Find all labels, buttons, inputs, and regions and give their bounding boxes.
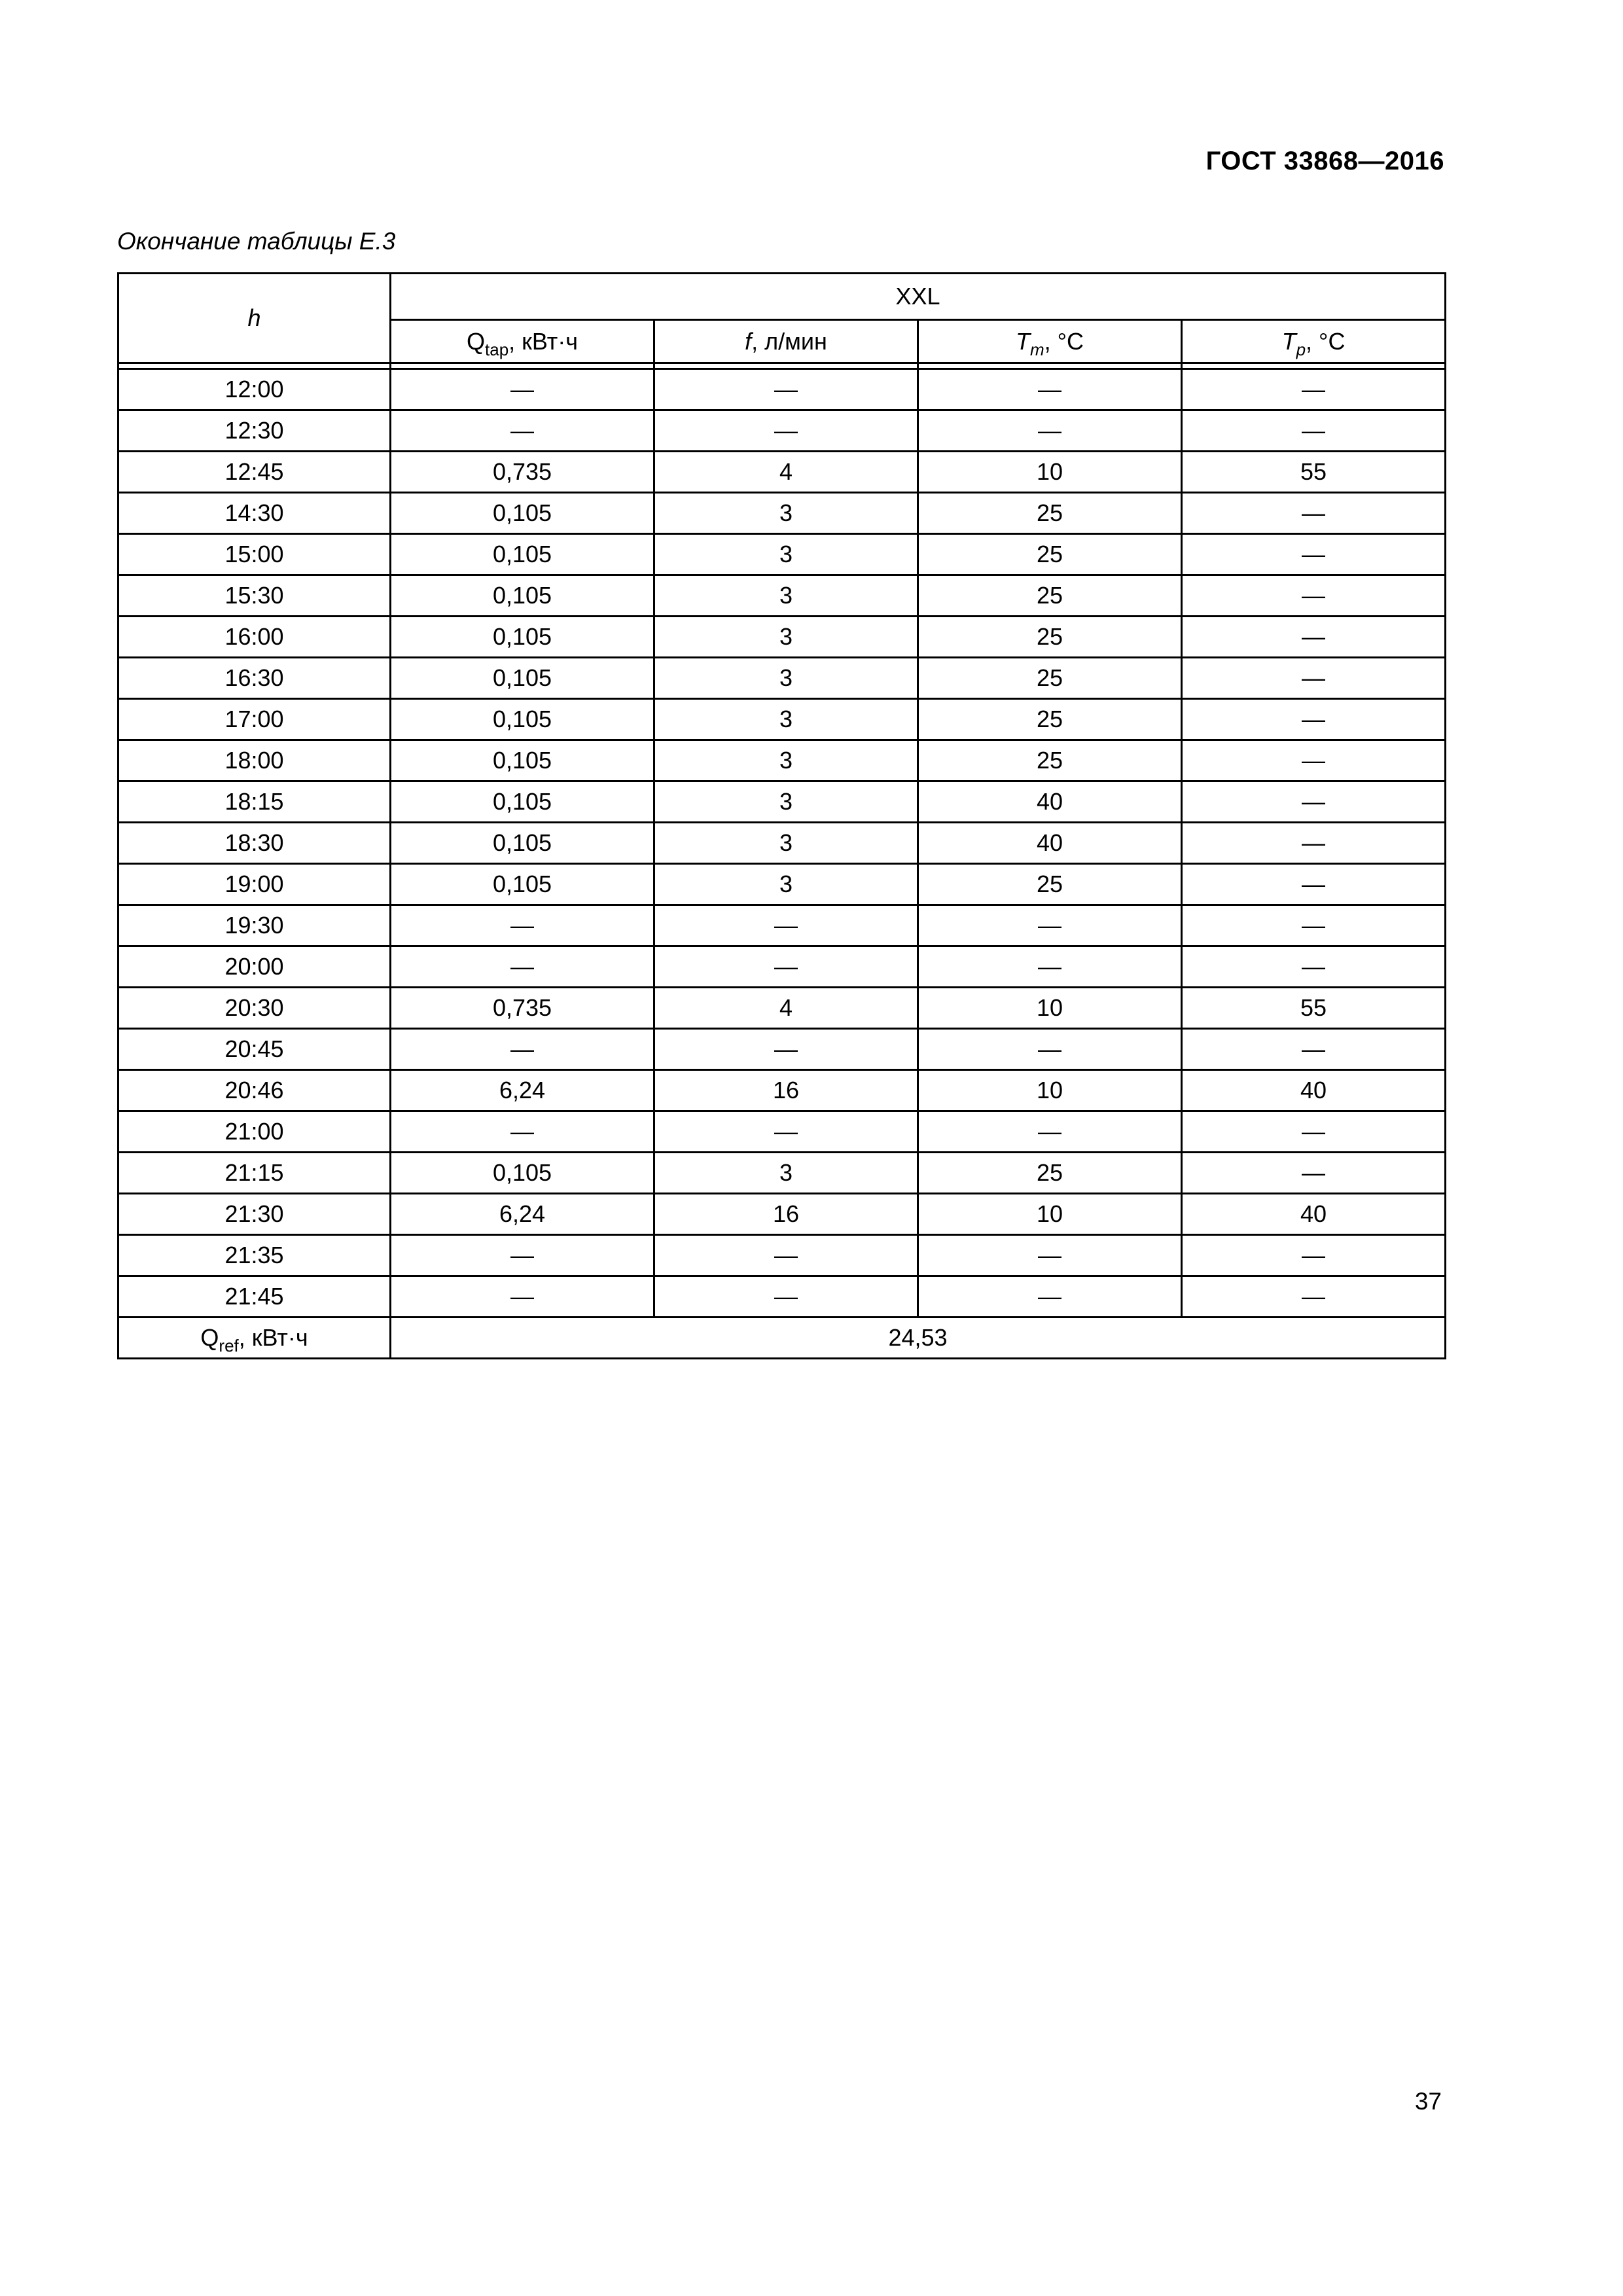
value-cell: —: [1182, 493, 1446, 534]
value-cell: 0,105: [391, 1153, 654, 1194]
value-cell: —: [1182, 740, 1446, 781]
time-cell: 17:00: [118, 699, 391, 740]
value-cell: —: [654, 905, 918, 946]
value-cell: 40: [918, 781, 1182, 823]
value-cell: 25: [918, 493, 1182, 534]
value-cell: 40: [1182, 1194, 1446, 1235]
value-cell: —: [1182, 1235, 1446, 1276]
value-cell: 25: [918, 1153, 1182, 1194]
table-row: [118, 1070, 1446, 1111]
value-cell: 3: [654, 617, 918, 658]
time-cell: 21:45: [118, 1276, 391, 1318]
value-cell: 25: [918, 658, 1182, 699]
value-cell: 3: [654, 575, 918, 617]
value-cell: 3: [654, 699, 918, 740]
time-cell: 20:45: [118, 1029, 391, 1070]
time-cell: 20:30: [118, 988, 391, 1029]
time-cell: 15:00: [118, 534, 391, 575]
table-row: [118, 781, 1446, 823]
table-row: [118, 575, 1446, 617]
value-cell: —: [391, 1111, 654, 1153]
value-cell: 25: [918, 534, 1182, 575]
value-cell: —: [654, 369, 918, 410]
value-cell: —: [918, 1276, 1182, 1318]
table-row: [118, 699, 1446, 740]
group-header-xxl: XXL: [391, 274, 1446, 320]
value-cell: —: [391, 1235, 654, 1276]
time-cell: 16:30: [118, 658, 391, 699]
value-cell: —: [1182, 699, 1446, 740]
page-number: 37: [1414, 2088, 1442, 2115]
data-table: [117, 272, 1446, 1359]
value-cell: —: [1182, 1029, 1446, 1070]
time-cell: 12:45: [118, 452, 391, 493]
table-row: [118, 1029, 1446, 1070]
value-cell: —: [1182, 905, 1446, 946]
value-cell: 0,735: [391, 452, 654, 493]
value-cell: 40: [1182, 1070, 1446, 1111]
value-cell: 4: [654, 452, 918, 493]
table-row: [118, 740, 1446, 781]
value-cell: —: [654, 410, 918, 452]
value-cell: 16: [654, 1070, 918, 1111]
time-cell: 21:15: [118, 1153, 391, 1194]
table-row: [118, 988, 1446, 1029]
value-cell: —: [1182, 1153, 1446, 1194]
total-subscript: ref: [219, 1336, 239, 1355]
table-caption: Окончание таблицы Е.3: [117, 228, 396, 255]
value-cell: —: [918, 946, 1182, 988]
column-symbol: f: [745, 327, 752, 355]
value-cell: 25: [918, 740, 1182, 781]
value-cell: 0,105: [391, 658, 654, 699]
time-cell: 12:00: [118, 369, 391, 410]
column-unit: , кВт·ч: [508, 327, 578, 355]
value-cell: 3: [654, 1153, 918, 1194]
time-cell: 18:00: [118, 740, 391, 781]
column-subscript: p: [1296, 339, 1306, 359]
value-cell: 4: [654, 988, 918, 1029]
table-row: [118, 493, 1446, 534]
value-cell: —: [918, 1235, 1182, 1276]
table-row: [118, 534, 1446, 575]
table-row: [118, 1153, 1446, 1194]
value-cell: —: [1182, 1276, 1446, 1318]
total-row: [118, 1318, 1446, 1359]
value-cell: —: [654, 1111, 918, 1153]
time-cell: 21:35: [118, 1235, 391, 1276]
table-row: [118, 823, 1446, 864]
value-cell: —: [654, 1029, 918, 1070]
value-cell: 10: [918, 988, 1182, 1029]
table-row: [118, 1194, 1446, 1235]
value-cell: 0,105: [391, 493, 654, 534]
time-cell: 20:00: [118, 946, 391, 988]
value-cell: 25: [918, 699, 1182, 740]
value-cell: 0,105: [391, 781, 654, 823]
value-cell: 0,105: [391, 534, 654, 575]
column-unit: , °C: [1306, 327, 1346, 355]
value-cell: 0,105: [391, 617, 654, 658]
value-cell: 6,24: [391, 1070, 654, 1111]
value-cell: —: [654, 1276, 918, 1318]
time-cell: 21:30: [118, 1194, 391, 1235]
value-cell: —: [918, 410, 1182, 452]
column-subscript: m: [1029, 339, 1044, 359]
value-cell: —: [1182, 864, 1446, 905]
value-cell: 0,105: [391, 823, 654, 864]
time-cell: 19:30: [118, 905, 391, 946]
table-row: [118, 369, 1446, 410]
column-symbol: T: [1015, 327, 1030, 355]
time-cell: 14:30: [118, 493, 391, 534]
table-row: [118, 905, 1446, 946]
time-cell: 19:00: [118, 864, 391, 905]
value-cell: —: [1182, 946, 1446, 988]
column-subscript: tap: [485, 339, 509, 359]
value-cell: —: [1182, 781, 1446, 823]
value-cell: 25: [918, 617, 1182, 658]
column-header: [1182, 320, 1446, 363]
column-symbol: Q: [467, 327, 486, 355]
value-cell: 0,105: [391, 699, 654, 740]
time-cell: 16:00: [118, 617, 391, 658]
value-cell: —: [918, 905, 1182, 946]
time-cell: 20:46: [118, 1070, 391, 1111]
value-cell: —: [391, 1276, 654, 1318]
column-unit: , °C: [1044, 327, 1084, 355]
value-cell: —: [1182, 369, 1446, 410]
total-symbol: Q: [200, 1324, 219, 1351]
value-cell: —: [918, 1111, 1182, 1153]
value-cell: —: [1182, 575, 1446, 617]
table-row: [118, 946, 1446, 988]
value-cell: 3: [654, 781, 918, 823]
table-row: [118, 864, 1446, 905]
time-cell: 18:15: [118, 781, 391, 823]
value-cell: —: [1182, 534, 1446, 575]
value-cell: 16: [654, 1194, 918, 1235]
value-cell: —: [391, 905, 654, 946]
value-cell: 3: [654, 534, 918, 575]
value-cell: 3: [654, 864, 918, 905]
value-cell: —: [1182, 410, 1446, 452]
column-symbol: T: [1281, 327, 1296, 355]
time-cell: 21:00: [118, 1111, 391, 1153]
value-cell: 25: [918, 575, 1182, 617]
value-cell: —: [654, 1235, 918, 1276]
time-cell: 12:30: [118, 410, 391, 452]
column-header: [918, 320, 1182, 363]
value-cell: —: [1182, 617, 1446, 658]
value-cell: —: [1182, 1111, 1446, 1153]
row-header-h: h: [118, 274, 391, 363]
value-cell: 10: [918, 1070, 1182, 1111]
total-value: 24,53: [391, 1318, 1446, 1359]
value-cell: —: [391, 369, 654, 410]
value-cell: 0,735: [391, 988, 654, 1029]
value-cell: 10: [918, 1194, 1182, 1235]
value-cell: 6,24: [391, 1194, 654, 1235]
value-cell: —: [391, 946, 654, 988]
value-cell: 3: [654, 823, 918, 864]
value-cell: —: [391, 410, 654, 452]
value-cell: 10: [918, 452, 1182, 493]
value-cell: 3: [654, 740, 918, 781]
value-cell: —: [391, 1029, 654, 1070]
value-cell: 25: [918, 864, 1182, 905]
table-row: [118, 1235, 1446, 1276]
time-cell: 18:30: [118, 823, 391, 864]
table-row: [118, 452, 1446, 493]
table-row: [118, 658, 1446, 699]
total-unit: , кВт·ч: [238, 1324, 308, 1351]
value-cell: 3: [654, 493, 918, 534]
column-header: [391, 320, 654, 363]
value-cell: —: [654, 946, 918, 988]
table-row: [118, 410, 1446, 452]
table-row: [118, 1111, 1446, 1153]
value-cell: —: [918, 1029, 1182, 1070]
time-cell: 15:30: [118, 575, 391, 617]
value-cell: —: [1182, 658, 1446, 699]
table-row: [118, 617, 1446, 658]
table-row: [118, 1276, 1446, 1318]
value-cell: —: [1182, 823, 1446, 864]
value-cell: 55: [1182, 988, 1446, 1029]
value-cell: 3: [654, 658, 918, 699]
value-cell: —: [918, 369, 1182, 410]
total-label: [118, 1318, 391, 1359]
document-code: ГОСТ 33868—2016: [1205, 147, 1444, 175]
value-cell: 0,105: [391, 864, 654, 905]
value-cell: 40: [918, 823, 1182, 864]
value-cell: 0,105: [391, 575, 654, 617]
value-cell: 0,105: [391, 740, 654, 781]
column-unit: , л/мин: [751, 327, 827, 355]
value-cell: 55: [1182, 452, 1446, 493]
column-header: [654, 320, 918, 363]
